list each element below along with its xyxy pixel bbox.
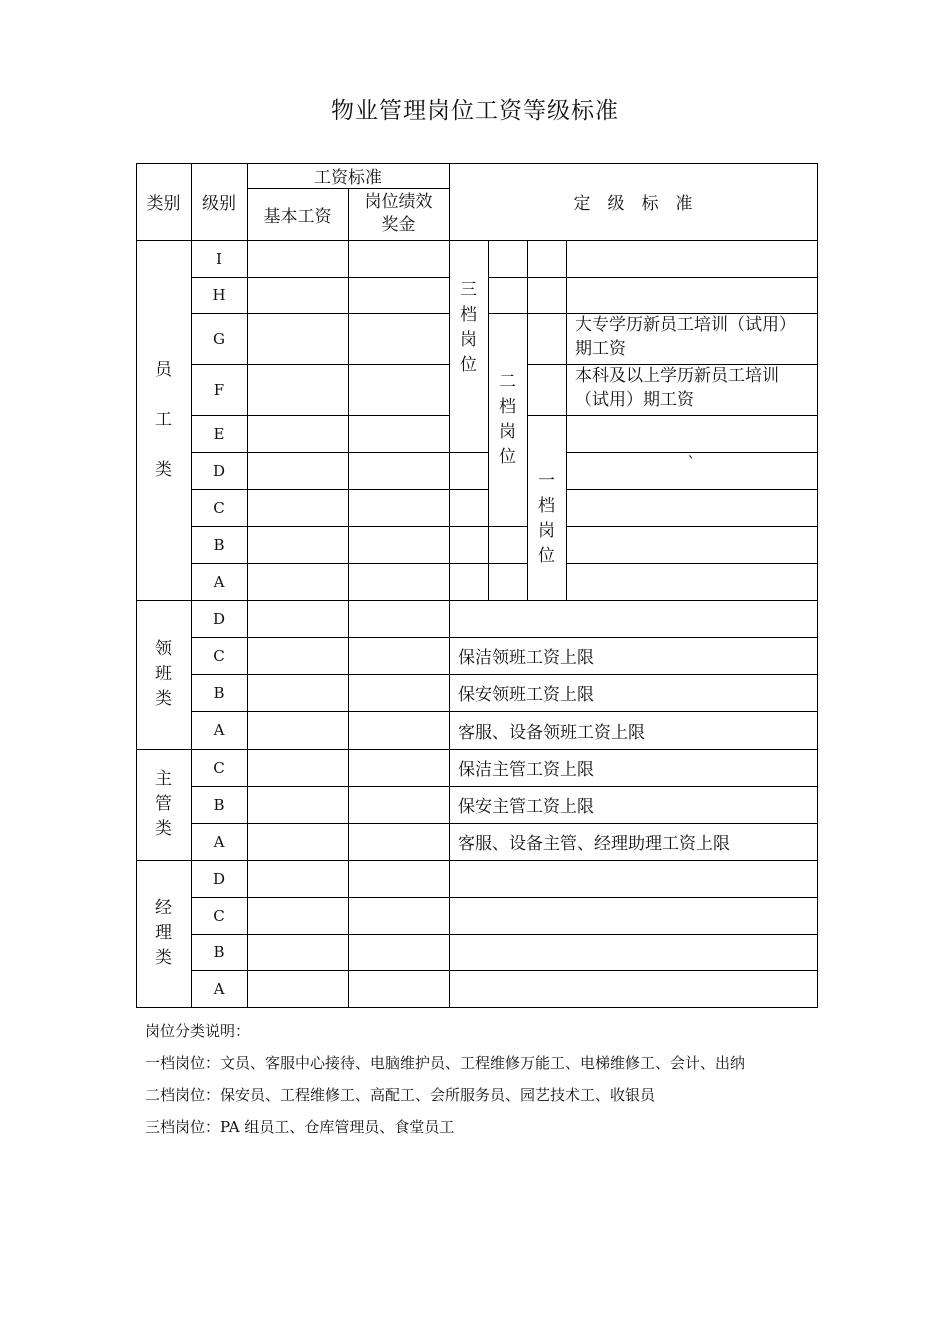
tier1-char: 一	[538, 470, 555, 491]
table-rule	[191, 970, 818, 971]
table-rule	[191, 934, 818, 935]
header-level: 级别	[202, 194, 236, 214]
group-supervisor-char: 类	[155, 819, 172, 839]
table-rule	[247, 163, 248, 1008]
criteria-line: 期工资	[575, 339, 626, 359]
level-cell: C	[213, 758, 225, 777]
tier1-char: 岗	[538, 520, 555, 541]
level-cell: F	[213, 380, 225, 399]
group-manager	[136, 860, 191, 1007]
group-leader-char: 领	[155, 639, 172, 659]
level-cell: B	[213, 795, 225, 814]
criteria-leader-c: 保洁领班工资上限	[458, 648, 594, 668]
group-leader-char: 班	[155, 664, 172, 684]
table-rule	[527, 415, 567, 416]
level-cell: B	[213, 535, 225, 554]
header-category: 类别	[146, 194, 181, 214]
table-rule	[527, 364, 567, 365]
level-cell: I	[216, 249, 222, 268]
notes-tier3: 三档岗位：PA 组员工、仓库管理员、食堂员工	[145, 1118, 455, 1136]
group-manager-char: 理	[155, 923, 172, 943]
level-cell: D	[212, 869, 226, 888]
table-rule	[136, 860, 818, 861]
criteria-staff-g	[566, 313, 817, 364]
group-leader-char: 类	[155, 689, 172, 709]
criteria-leader-a: 客服、设备领班工资上限	[458, 722, 645, 743]
criteria-line: （试用）期工资	[575, 390, 694, 410]
table-rule	[488, 277, 528, 278]
table-rule	[488, 240, 489, 601]
table-rule	[191, 637, 818, 638]
table-rule	[191, 526, 450, 527]
table-rule	[191, 277, 450, 278]
level-cell: B	[213, 683, 225, 702]
criteria-supervisor-c: 保洁主管工资上限	[458, 760, 594, 780]
header-wage-standard: 工资标准	[314, 168, 382, 188]
header-grading-criteria: 定 级 标 准	[573, 194, 693, 214]
tier2-char: 岗	[499, 421, 516, 442]
table-rule	[488, 563, 528, 564]
header-performance-bonus-line1: 岗位绩效	[364, 192, 433, 212]
tier3-char: 档	[460, 304, 477, 325]
table-rule	[449, 489, 489, 490]
level-cell: C	[213, 906, 225, 925]
table-rule	[527, 277, 567, 278]
group-staff	[136, 240, 191, 600]
table-rule	[566, 364, 818, 365]
level-cell: A	[213, 572, 225, 591]
level-cell: C	[213, 498, 225, 517]
table-rule	[566, 452, 818, 453]
table-rule	[527, 240, 528, 601]
table-rule	[191, 313, 450, 314]
header-performance-bonus	[348, 188, 449, 240]
level-cell: E	[213, 424, 225, 443]
table-rule	[191, 364, 450, 365]
group-staff-char: 工	[155, 410, 172, 430]
tier2-char: 位	[499, 446, 516, 467]
criteria-staff-f	[566, 364, 817, 415]
table-rule	[348, 188, 349, 1008]
table-rule	[191, 452, 450, 453]
header-performance-bonus-line2: 奖金	[381, 215, 416, 235]
table-rule	[191, 897, 818, 898]
table-rule	[136, 163, 137, 1008]
tier1-label	[527, 415, 566, 600]
notes-tier1: 一档岗位：文员、客服中心接待、电脑维护员、工程维修万能工、电梯维修工、会计、出纳	[145, 1054, 746, 1072]
table-rule	[566, 240, 567, 601]
table-rule	[566, 313, 818, 314]
table-rule	[191, 563, 450, 564]
table-rule	[527, 313, 567, 314]
criteria-supervisor-b: 保安主管工资上限	[458, 797, 594, 817]
group-supervisor-char: 管	[155, 794, 172, 814]
table-rule	[191, 711, 818, 712]
tier3-label	[449, 240, 488, 415]
group-supervisor	[136, 749, 191, 860]
table-rule	[191, 489, 450, 490]
tier3-char: 三	[460, 279, 477, 300]
table-rule	[449, 452, 489, 453]
table-rule	[136, 163, 818, 164]
table-rule	[191, 823, 818, 824]
tier1-char: 档	[538, 495, 555, 516]
table-rule	[449, 563, 489, 564]
level-cell: B	[213, 943, 225, 961]
tier2-char: 二	[499, 371, 516, 392]
page-title: 物业管理岗位工资等级标准	[331, 98, 619, 124]
table-rule	[136, 240, 818, 241]
criteria-staff-d-mark: `	[687, 454, 696, 474]
level-cell: A	[213, 832, 225, 851]
level-cell: C	[213, 646, 225, 665]
level-cell: A	[213, 979, 225, 998]
table-rule	[449, 163, 450, 1008]
level-cell: H	[212, 286, 226, 304]
tier3-char: 位	[460, 354, 477, 375]
criteria-line: 大专学历新员工培训（试用）	[575, 315, 796, 335]
table-rule	[566, 563, 818, 564]
group-manager-char: 类	[155, 948, 172, 968]
table-rule	[191, 786, 818, 787]
group-staff-char: 类	[155, 460, 172, 480]
table-rule	[488, 526, 528, 527]
table-rule	[136, 1007, 818, 1008]
table-rule	[449, 526, 489, 527]
table-rule	[566, 526, 818, 527]
table-rule	[191, 415, 450, 416]
group-leader	[136, 600, 191, 749]
header-base-salary: 基本工资	[263, 206, 332, 227]
table-rule	[566, 489, 818, 490]
notes-tier2: 二档岗位：保安员、工程维修工、高配工、会所服务员、园艺技术工、收银员	[145, 1086, 656, 1104]
tier2-label	[488, 313, 527, 526]
table-rule	[191, 163, 192, 1008]
table-rule	[136, 600, 818, 601]
criteria-supervisor-a: 客服、设备主管、经理助理工资上限	[458, 834, 730, 854]
notes-heading: 岗位分类说明：	[145, 1022, 251, 1040]
table-rule	[566, 415, 818, 416]
level-cell: G	[213, 329, 225, 348]
table-rule	[566, 277, 818, 278]
group-staff-char: 员	[155, 360, 172, 380]
tier1-char: 位	[538, 545, 555, 566]
level-cell: A	[213, 721, 225, 739]
tier3-char: 岗	[460, 329, 477, 350]
table-rule	[817, 163, 818, 1008]
tier2-char: 档	[499, 396, 516, 417]
criteria-line: 本科及以上学历新员工培训	[575, 366, 779, 386]
criteria-leader-b: 保安领班工资上限	[458, 685, 594, 705]
table-rule	[136, 749, 818, 750]
table-rule	[488, 313, 528, 314]
level-cell: D	[212, 461, 226, 480]
group-manager-char: 经	[155, 898, 172, 918]
level-cell: D	[212, 609, 226, 628]
group-supervisor-char: 主	[155, 769, 172, 789]
table-rule	[191, 674, 818, 675]
